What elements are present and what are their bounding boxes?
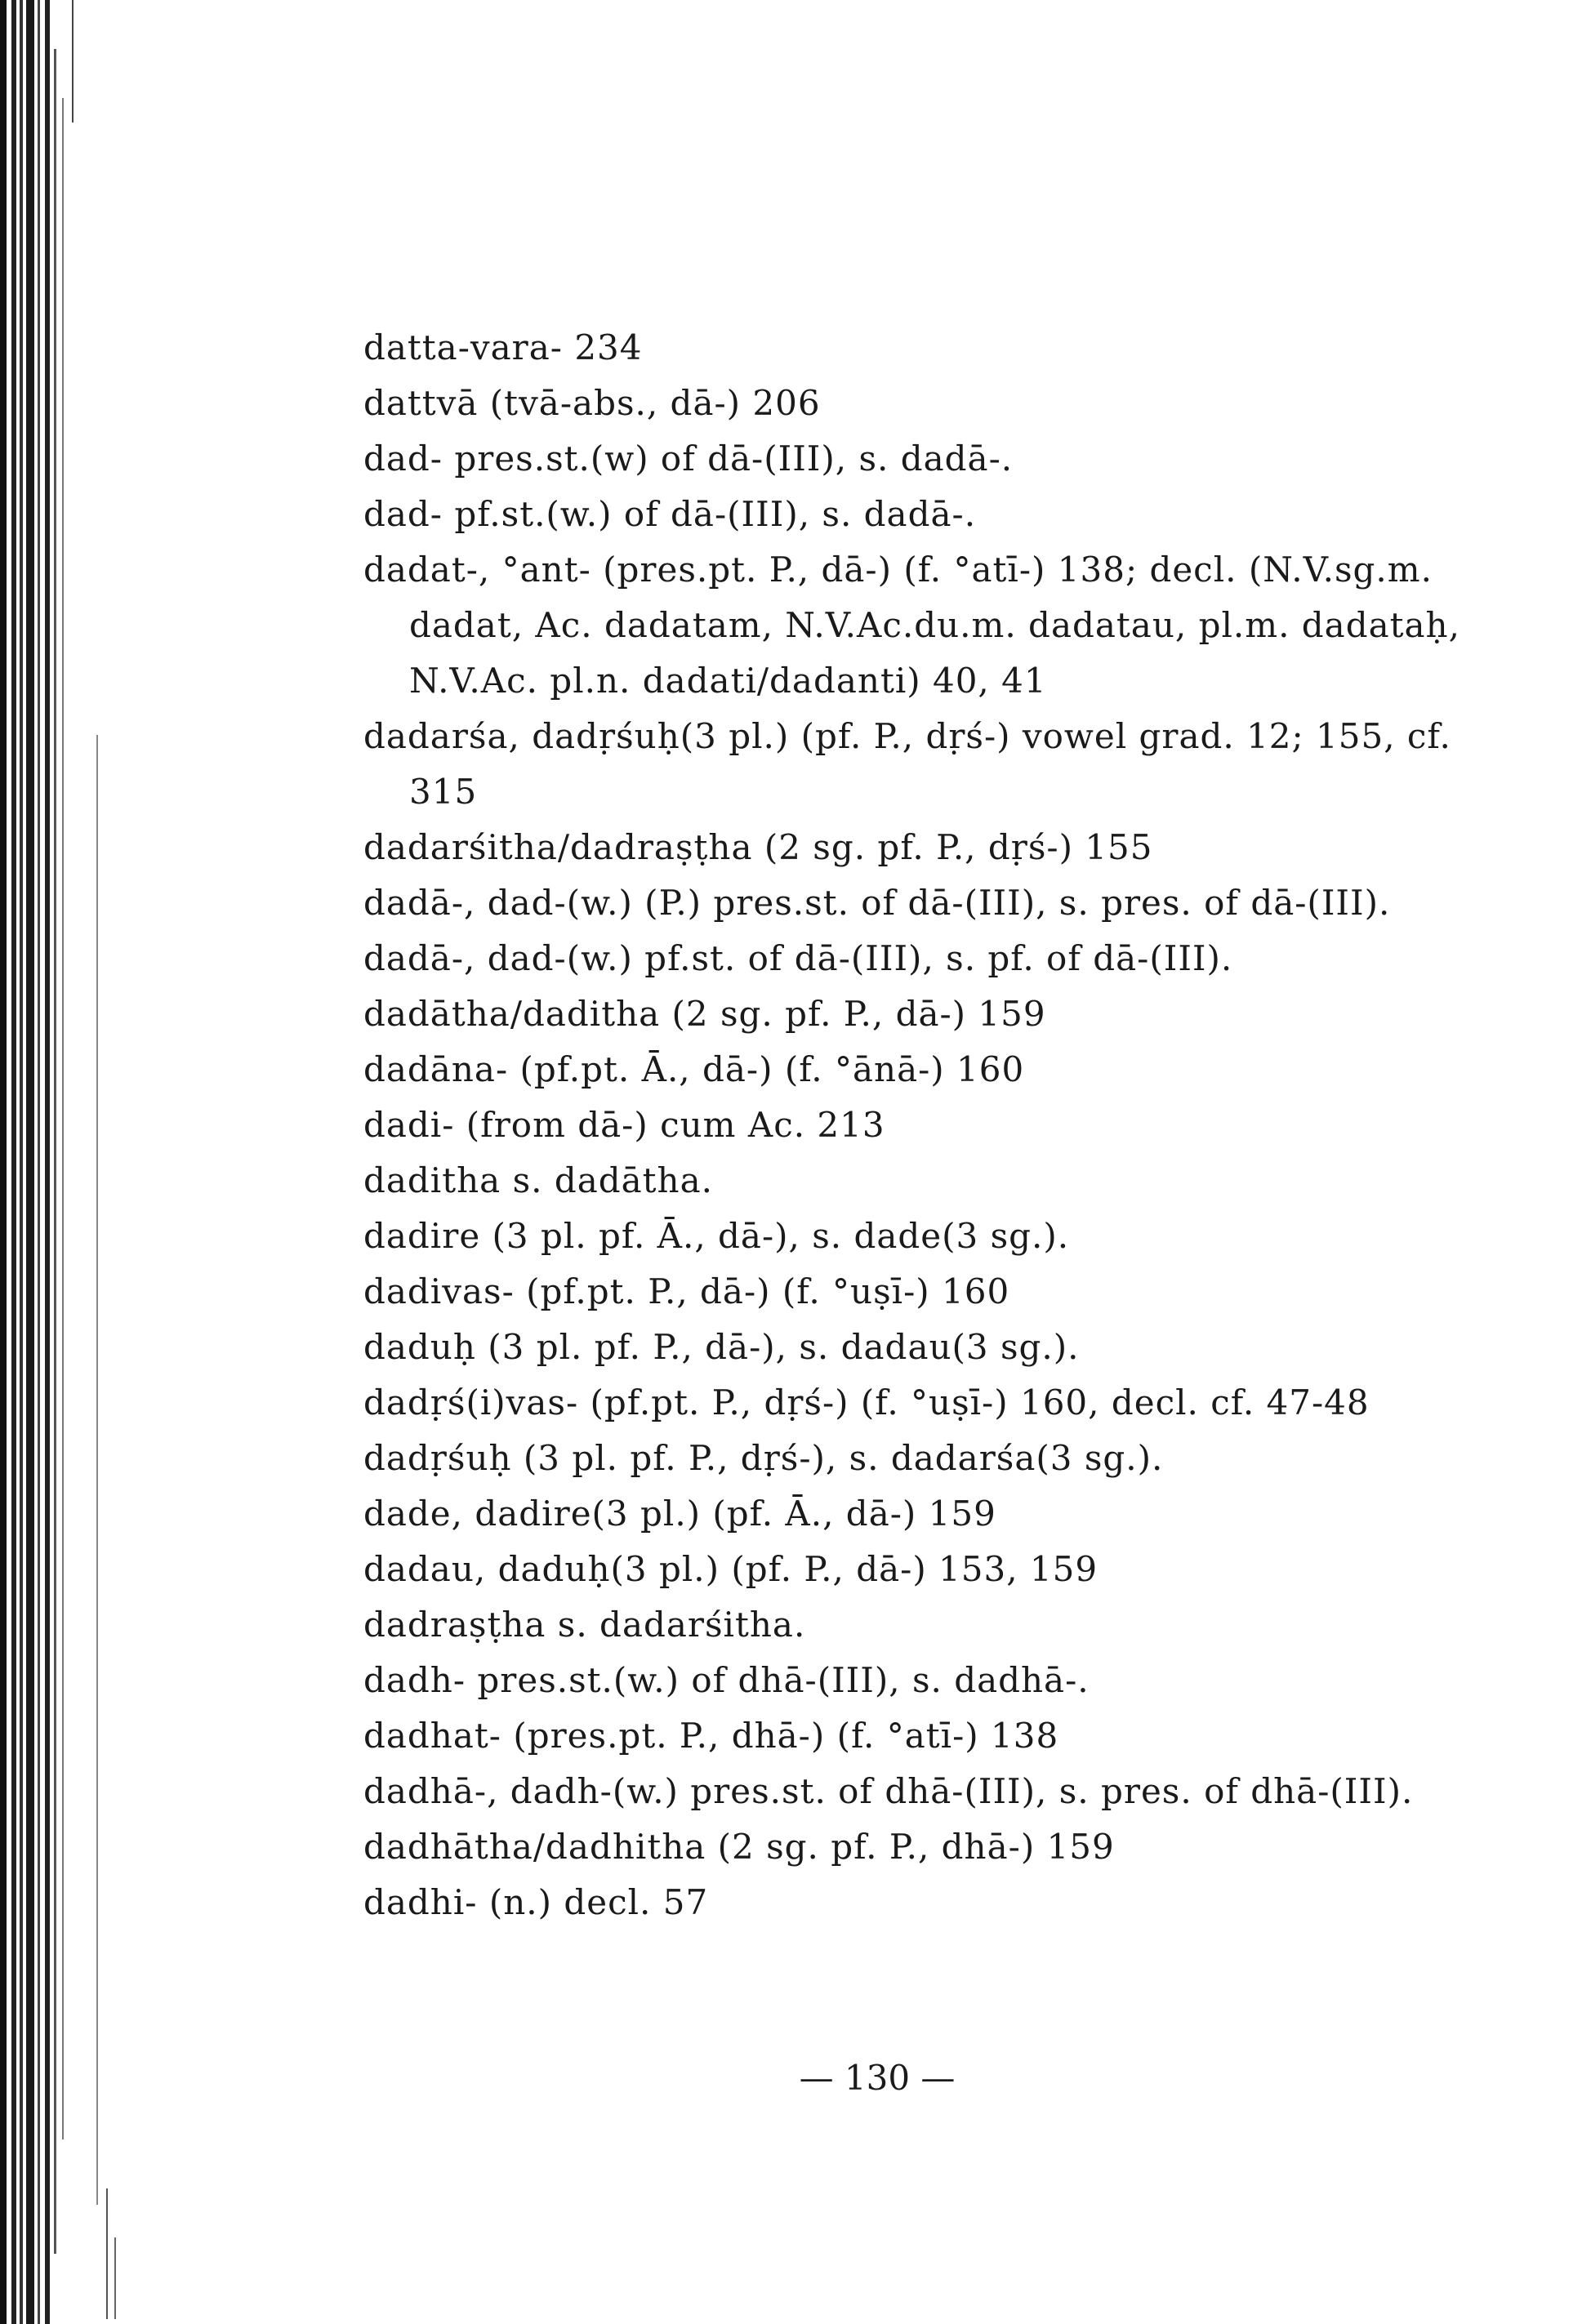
index-entry	[363, 1153, 1482, 1209]
index-entry	[363, 320, 1482, 376]
entry-headline: dadire (3 pl. pf. Ā., dā-), s. dade(3 sg.).	[363, 1216, 1070, 1256]
entry-headline: dadarśa, dadṛśuḥ(3 pl.) (pf. P., dṛś-) vowel grad. 12; 155, cf.	[363, 716, 1451, 756]
entry-headline: dadivas- (pf.pt. P., dā-) (f. °uṣī-) 160	[363, 1271, 1010, 1311]
index-entry	[363, 1653, 1482, 1708]
entry-headline: dadh- pres.st.(w.) of dhā-(III), s. dadhā-.	[363, 1660, 1090, 1700]
entry-headline: dadarśitha/dadraṣṭha (2 sg. pf. P., dṛś-) 155	[363, 827, 1153, 867]
entry-headline: dadā-, dad-(w.) pf.st. of dā-(III), s. pf. of dā-(III).	[363, 938, 1233, 978]
index-entry	[363, 1819, 1482, 1875]
page-number: — 130 —	[799, 2058, 956, 2098]
entry-headline: dadā-, dad-(w.) (P.) pres.st. of dā-(III), s. pres. of dā-(III).	[363, 883, 1391, 923]
index-entry	[363, 376, 1482, 431]
index-entry	[363, 986, 1482, 1042]
index-entry	[363, 1875, 1482, 1930]
index-entry	[363, 820, 1482, 875]
entry-headline: dadātha/daditha (2 sg. pf. P., dā-) 159	[363, 994, 1046, 1034]
entry-headline: daditha s. dadātha.	[363, 1160, 713, 1200]
index-entry	[363, 1542, 1482, 1597]
entry-headline: dadhā-, dadh-(w.) pres.st. of dhā-(III), s. pres. of dhā-(III).	[363, 1771, 1414, 1811]
scanned-binding-edge	[0, 0, 139, 2324]
index-page	[363, 320, 1482, 1930]
index-entry	[363, 542, 1482, 709]
entry-headline: dadhat- (pres.pt. P., dhā-) (f. °atī-) 138	[363, 1716, 1059, 1756]
entry-continuation-line: 315	[409, 772, 478, 812]
index-entry	[363, 1764, 1482, 1819]
index-entry	[363, 1320, 1482, 1375]
entry-headline: dad- pres.st.(w) of dā-(III), s. dadā-.	[363, 439, 1014, 479]
index-entry	[363, 1486, 1482, 1542]
entry-headline: daduḥ (3 pl. pf. P., dā-), s. dadau(3 sg.).	[363, 1327, 1080, 1367]
index-entry	[363, 1264, 1482, 1320]
entry-headline: dattvā (tvā-abs., dā-) 206	[363, 383, 821, 423]
index-entry	[363, 875, 1482, 931]
entry-headline: dadraṣṭha s. dadarśitha.	[363, 1605, 806, 1645]
index-entry	[363, 709, 1482, 820]
index-entry-list	[363, 320, 1482, 1930]
entry-headline: dadi- (from dā-) cum Ac. 213	[363, 1105, 885, 1145]
entry-headline: dadṛśuḥ (3 pl. pf. P., dṛś-), s. dadarśa(3 sg.).	[363, 1438, 1164, 1478]
entry-headline: dadṛś(i)vas- (pf.pt. P., dṛś-) (f. °uṣī-) 160, decl. cf. 47-48	[363, 1382, 1370, 1422]
entry-headline: dade, dadire(3 pl.) (pf. Ā., dā-) 159	[363, 1494, 996, 1534]
entry-headline: dadat-, °ant- (pres.pt. P., dā-) (f. °atī-) 138; decl. (N.V.sg.m.	[363, 550, 1433, 590]
entry-headline: dadau, daduḥ(3 pl.) (pf. P., dā-) 153, 159	[363, 1549, 1099, 1589]
index-entry	[363, 1597, 1482, 1653]
entry-headline: datta-vara- 234	[363, 327, 643, 367]
index-entry	[363, 487, 1482, 542]
entry-continuation-line: N.V.Ac. pl.n. dadati/dadanti) 40, 41	[409, 661, 1047, 701]
index-entry	[363, 1375, 1482, 1431]
index-entry	[363, 431, 1482, 487]
entry-headline: dadāna- (pf.pt. Ā., dā-) (f. °ānā-) 160	[363, 1049, 1025, 1089]
index-entry	[363, 1431, 1482, 1486]
index-entry	[363, 1042, 1482, 1097]
index-entry	[363, 1209, 1482, 1264]
entry-headline: dad- pf.st.(w.) of dā-(III), s. dadā-.	[363, 494, 977, 534]
index-entry	[363, 931, 1482, 986]
index-entry	[363, 1708, 1482, 1764]
entry-continuation-line: dadat, Ac. dadatam, N.V.Ac.du.m. dadatau, pl.m. dadataḥ,	[409, 605, 1460, 645]
index-entry	[363, 1097, 1482, 1153]
entry-headline: dadhātha/dadhitha (2 sg. pf. P., dhā-) 159	[363, 1827, 1115, 1867]
entry-headline: dadhi- (n.) decl. 57	[363, 1882, 709, 1922]
